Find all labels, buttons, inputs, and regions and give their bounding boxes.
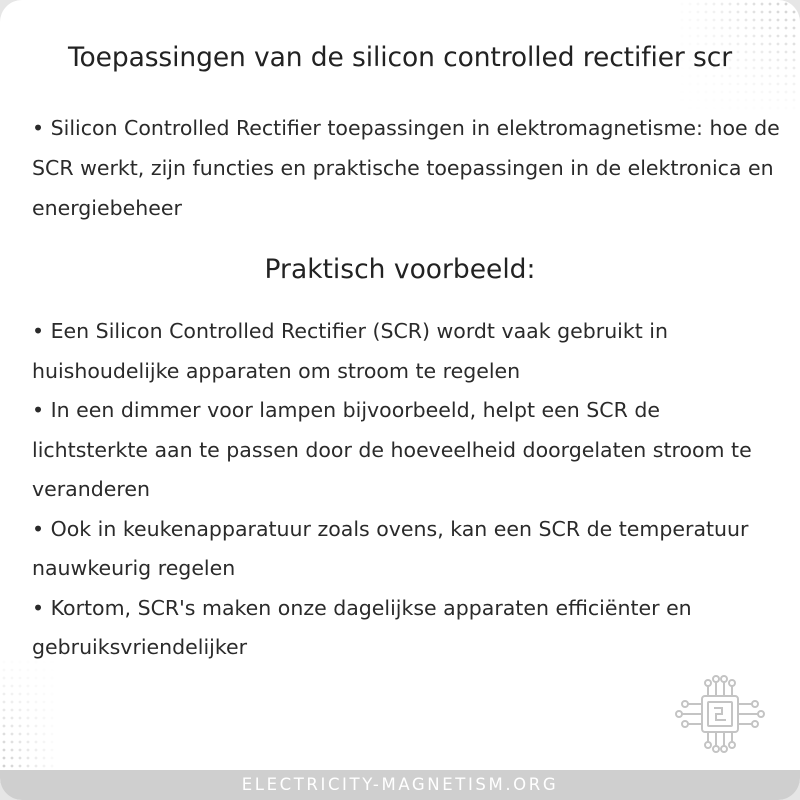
list-item: • Kortom, SCR's maken onze dagelijkse apparaten efficiënter en gebruiksvriendelijker [32,595,692,659]
example-list [32,312,782,668]
dot-pattern-bottom-left [0,650,60,770]
list-item: • Ook in keukenapparatuur zoals ovens, kan een SCR de temperatuur nauwkeurig regelen [32,516,749,580]
site-footer: ELECTRICITY-MAGNETISM.ORG [0,770,800,800]
circuit-chip-icon [672,672,768,758]
list-item: • Een Silicon Controlled Rectifier (SCR) wordt vaak gebruikt in huishoudelijke apparaten om stroom te regelen [32,319,668,383]
list-item: • In een dimmer voor lampen bijvoorbeeld, helpt een SCR de lichtsterkte aan te passen door de hoeveelheid doorgelaten stroom te veranderen [32,398,752,501]
intro-paragraph: • Silicon Controlled Rectifier toepassingen in elektromagnetisme: hoe de SCR werkt, zijn functies en praktische toepassingen in de elektronica en energiebeheer [32,116,780,220]
section-heading: Praktisch voorbeeld: [264,254,536,285]
page-title: Toepassingen van de silicon controlled rectifier scr [67,42,733,73]
